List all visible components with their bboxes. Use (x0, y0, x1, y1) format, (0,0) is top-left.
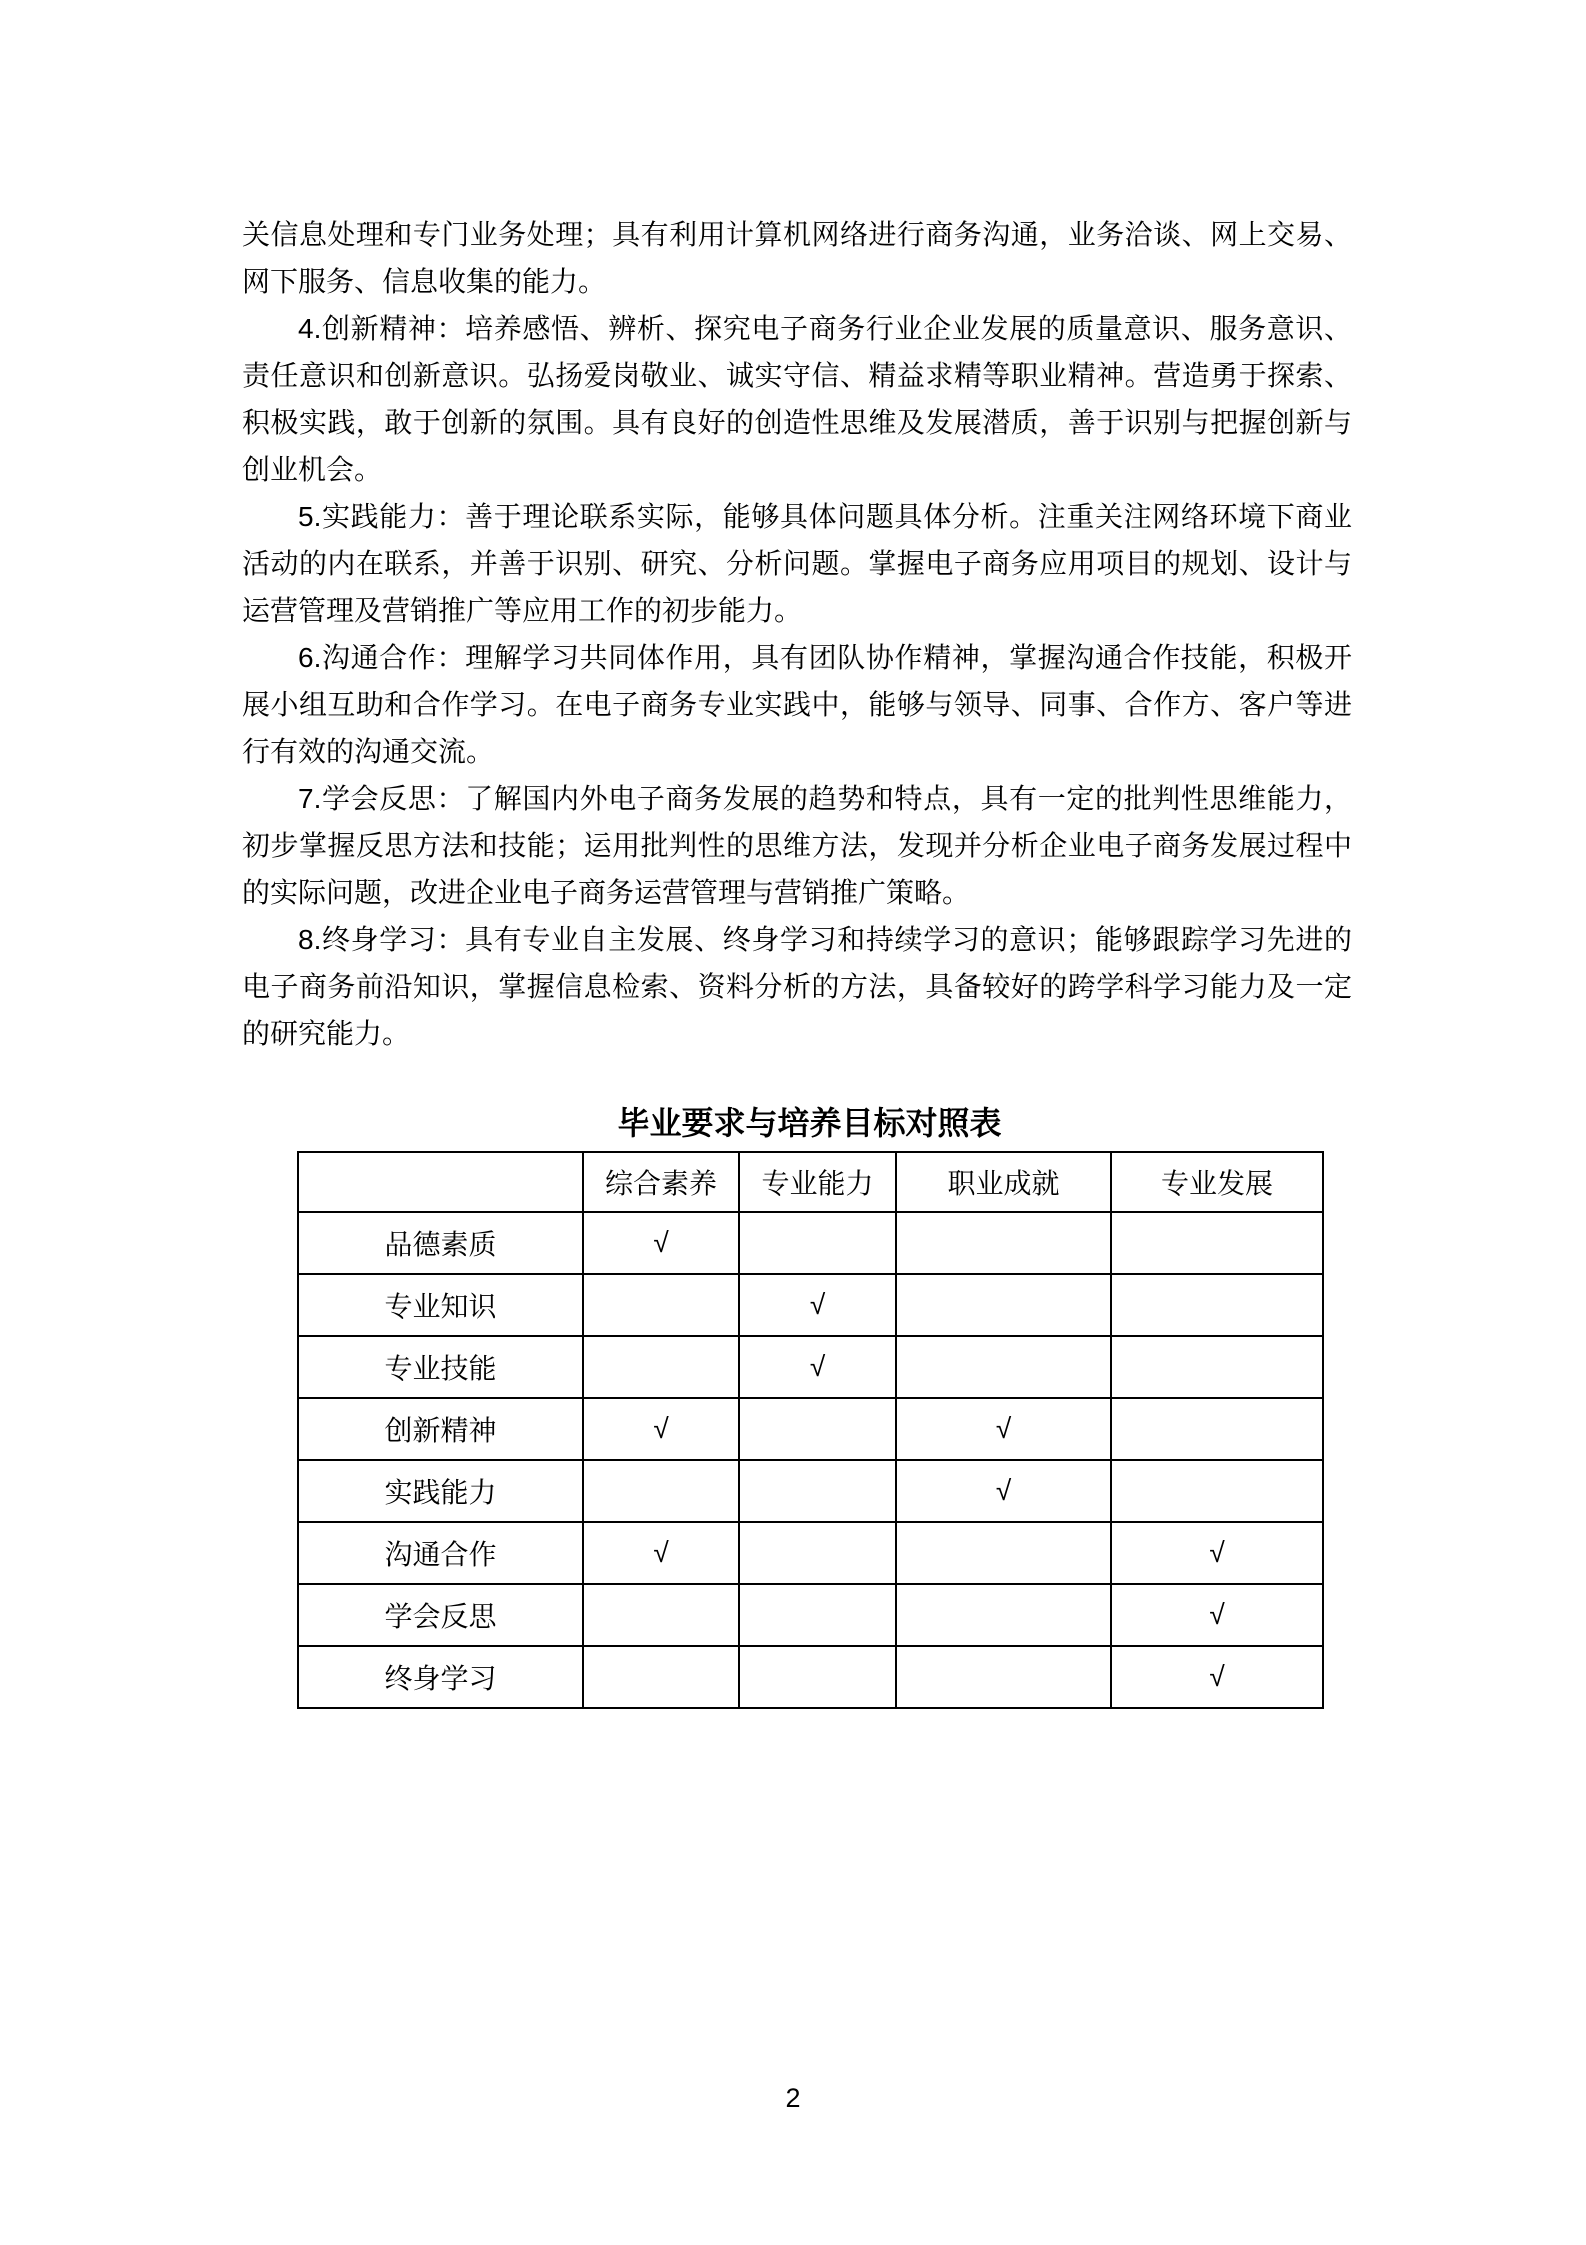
body-text (242, 211, 1352, 1057)
table-row (298, 1522, 1323, 1584)
check-cell (896, 1274, 1111, 1336)
column-header-career-achievement: 职业成就 (896, 1152, 1111, 1212)
paragraph-continuation: 关信息处理和专门业务处理；具有利用计算机网络进行商务沟通，业务洽谈、网上交易、网下服务、信息收集的能力。 (242, 219, 1352, 297)
check-cell (896, 1584, 1111, 1646)
check-cell (896, 1212, 1111, 1274)
check-cell: √ (583, 1212, 739, 1274)
table-row (298, 1646, 1323, 1708)
row-header: 沟通合作 (298, 1522, 583, 1584)
check-cell (1111, 1336, 1323, 1398)
check-cell: √ (1111, 1646, 1323, 1708)
check-cell (739, 1398, 896, 1460)
check-cell: √ (583, 1398, 739, 1460)
paragraph-item-8: 8.终身学习：具有专业自主发展、终身学习和持续学习的意识；能够跟踪学习先进的电子商务前沿知识，掌握信息检索、资料分析的方法，具备较好的跨学科学习能力及一定的研究能力。 (242, 924, 1352, 1049)
table-section (242, 1102, 1352, 1709)
paragraph-item-4: 4.创新精神：培养感悟、辨析、探究电子商务行业企业发展的质量意识、服务意识、责任意识和创新意识。弘扬爱岗敬业、诚实守信、精益求精等职业精神。营造勇于探索、积极实践，敢于创新的氛围。具有良好的创造性思维及发展潜质，善于识别与把握创新与创业机会。 (242, 313, 1352, 485)
paragraph-item-6: 6.沟通合作：理解学习共同体作用，具有团队协作精神，掌握沟通合作技能，积极开展小组互助和合作学习。在电子商务专业实践中，能够与领导、同事、合作方、客户等进行有效的沟通交流。 (242, 642, 1352, 767)
check-cell (1111, 1460, 1323, 1522)
table-header-row (298, 1152, 1323, 1212)
check-cell (583, 1646, 739, 1708)
check-cell (896, 1522, 1111, 1584)
check-cell (583, 1584, 739, 1646)
check-cell (1111, 1212, 1323, 1274)
requirements-objectives-table (297, 1151, 1324, 1709)
table-row (298, 1336, 1323, 1398)
check-cell: √ (739, 1336, 896, 1398)
table-row (298, 1212, 1323, 1274)
table-row (298, 1398, 1323, 1460)
row-header: 品德素质 (298, 1212, 583, 1274)
check-cell (583, 1460, 739, 1522)
check-cell: √ (1111, 1522, 1323, 1584)
check-cell (583, 1274, 739, 1336)
check-cell: √ (739, 1274, 896, 1336)
check-cell (739, 1212, 896, 1274)
check-cell (583, 1336, 739, 1398)
table-row (298, 1274, 1323, 1336)
corner-cell (298, 1152, 583, 1212)
check-cell (1111, 1398, 1323, 1460)
page-number: 2 (785, 2083, 801, 2113)
row-header: 专业技能 (298, 1336, 583, 1398)
row-header: 终身学习 (298, 1646, 583, 1708)
column-header-professional-ability: 专业能力 (739, 1152, 896, 1212)
check-cell: √ (583, 1522, 739, 1584)
check-cell (739, 1460, 896, 1522)
check-cell (739, 1646, 896, 1708)
check-cell (896, 1336, 1111, 1398)
check-cell: √ (896, 1460, 1111, 1522)
row-header: 学会反思 (298, 1584, 583, 1646)
paragraph-item-7: 7.学会反思：了解国内外电子商务发展的趋势和特点，具有一定的批判性思维能力，初步掌握反思方法和技能；运用批判性的思维方法，发现并分析企业电子商务发展过程中的实际问题，改进企业电子商务运营管理与营销推广策略。 (242, 783, 1352, 908)
check-cell: √ (896, 1398, 1111, 1460)
check-cell (739, 1584, 896, 1646)
column-header-professional-development: 专业发展 (1111, 1152, 1323, 1212)
table-row (298, 1460, 1323, 1522)
column-header-general-quality: 综合素养 (583, 1152, 739, 1212)
row-header: 实践能力 (298, 1460, 583, 1522)
paragraph-item-5: 5.实践能力：善于理论联系实际，能够具体问题具体分析。注重关注网络环境下商业活动的内在联系，并善于识别、研究、分析问题。掌握电子商务应用项目的规划、设计与运营管理及营销推广等应用工作的初步能力。 (242, 501, 1352, 626)
check-cell (1111, 1274, 1323, 1336)
check-cell (896, 1646, 1111, 1708)
table-row (298, 1584, 1323, 1646)
row-header: 专业知识 (298, 1274, 583, 1336)
table-title: 毕业要求与培养目标对照表 (617, 1105, 1002, 1141)
check-cell (739, 1522, 896, 1584)
row-header: 创新精神 (298, 1398, 583, 1460)
check-cell: √ (1111, 1584, 1323, 1646)
